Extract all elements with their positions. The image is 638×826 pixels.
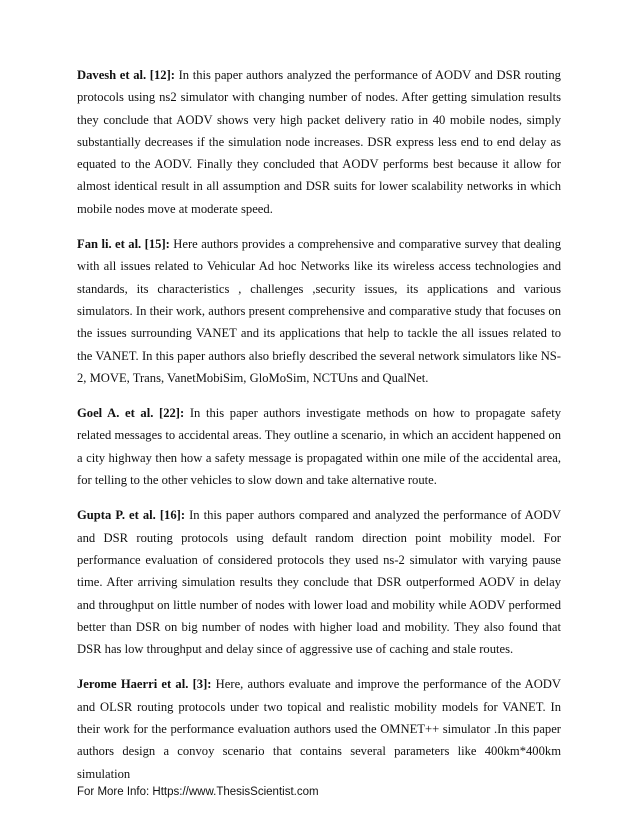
citation-label: Davesh et al. [12]: — [77, 68, 175, 82]
paragraph-gupta — [77, 504, 561, 660]
citation-label: Fan li. et al. [15]: — [77, 237, 170, 252]
document-body — [77, 64, 561, 798]
paragraph-text: In this paper authors compared and analyzed the performance of AODV and DSR routing protocols using default random direction point mobility model. For performance evaluation of considered protocols they used ns-2 simulator with varying pause time. After arriving simulation results they conclude that DSR outperformed AODV in delay and throughput on little number of nodes with lower load and mobility while AODV performed better than DSR on big number of nodes with higher load and mobility. They also found that DSR has low throughput and delay since of aggressive use of caching and stale routes. — [77, 508, 561, 657]
paragraph-jerome-haerri — [77, 673, 561, 784]
citation-label: Goel A. et al. [22]: — [77, 406, 185, 421]
paragraph-text: Here, authors evaluate and improve the performance of the AODV and OLSR routing protocols under two topical and realistic mobility models for VANET. In their work for the performance evaluation authors used the OMNET++ simulator .In this paper authors design a convoy scenario that contains several parameters like 400km*400km simulation — [77, 677, 561, 781]
paragraph-goel — [77, 402, 561, 491]
page-footer: For More Info: Https://www.ThesisScientist.com — [77, 786, 319, 798]
paragraph-text: In this paper authors investigate methods on how to propagate safety related messages to accidental areas. They outline a scenario, in which an accident happened on a city highway then how a safety message is propagated within one mile of the accidental area, for telling to the other vehicles to slow down and take alternative route. — [77, 406, 562, 488]
paragraph-davesh — [77, 64, 561, 220]
paragraph-fan-li — [77, 233, 561, 389]
paragraph-text: Here authors provides a comprehensive and comparative survey that dealing with all issues related to Vehicular Ad hoc Networks like its wireless access technologies and standards, its characteristics , challenges ,security issues, its applications and various simulators. In their work, authors present comprehensive and comparative study that focuses on the issues surrounding VANET and its applications that help to tackle the all issues related to the VANET. In this paper authors also briefly described the several network simulators like NS-2, MOVE, Trans, VanetMobiSim, GloMoSim, NCTUns and QualNet. — [77, 237, 562, 385]
paragraph-text: In this paper authors analyzed the performance of AODV and DSR routing protocols using ns2 simulator with changing number of nodes. After getting simulation results they conclude that AODV shows very high packet delivery ratio in 40 mobile nodes, simply substantially decreases if the simulation node increases. DSR express less end to end delay as equated to the AODV. Finally they concluded that AODV performs best because it allow for almost identical result in all assumption and DSR suits for lower scalability networks in which mobile nodes move at moderate speed. — [77, 68, 561, 216]
citation-label: Jerome Haerri et al. [3]: — [77, 677, 212, 692]
citation-label: Gupta P. et al. [16]: — [77, 508, 186, 523]
